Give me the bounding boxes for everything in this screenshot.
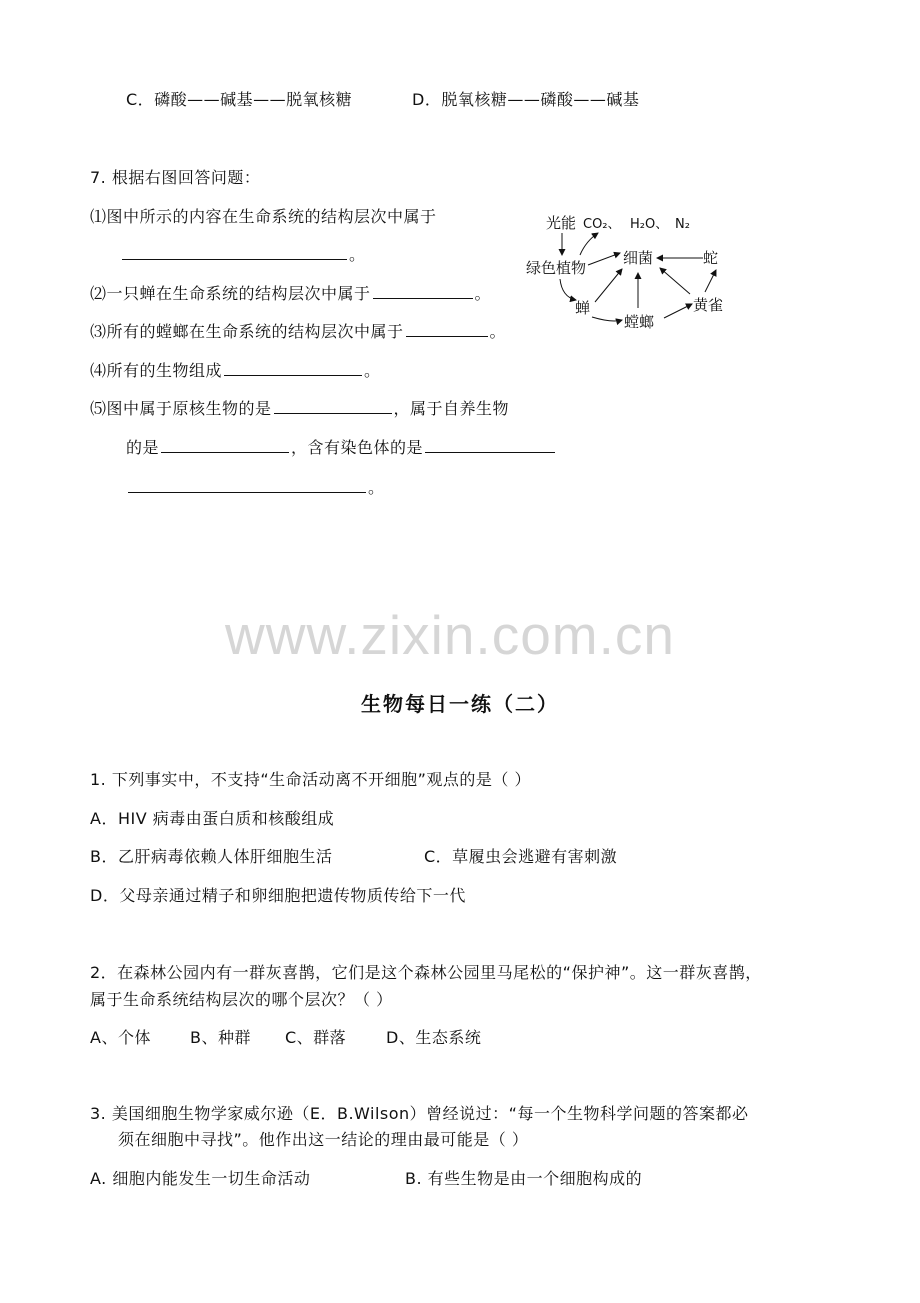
answer-blank[interactable] bbox=[425, 438, 555, 453]
q7-part3-text: ⑶所有的螳螂在生命系统的结构层次中属于 bbox=[90, 322, 404, 341]
answer-blank[interactable] bbox=[373, 284, 473, 299]
q7-part1: ⑴图中所示的内容在生命系统的结构层次中属于 bbox=[90, 207, 437, 226]
q7-part2 bbox=[90, 283, 491, 305]
sparrow-label: 黄雀 bbox=[693, 296, 724, 314]
mantis-label: 螳螂 bbox=[624, 313, 655, 331]
q7-part5-text-d: ，含有染色体的是 bbox=[291, 438, 424, 457]
period: 。 bbox=[368, 478, 385, 497]
period: 。 bbox=[489, 322, 507, 341]
q7-part5-text-c: 的是 bbox=[126, 438, 160, 457]
snake-label: 蛇 bbox=[703, 249, 719, 267]
light-energy-label: 光能 bbox=[546, 214, 577, 232]
q1-option-a: A．HIV 病毒由蛋白质和核酸组成 bbox=[90, 809, 335, 828]
q3-stem-line2: 须在细胞中寻找”。他作出这一结论的理由最可能是（ ） bbox=[118, 1130, 529, 1149]
q1-option-d: D．父母亲通过精子和卵细胞把遗传物质传给下一代 bbox=[90, 886, 466, 905]
q1-option-c: C．草履虫会逃避有害刺激 bbox=[424, 847, 618, 866]
answer-blank[interactable] bbox=[274, 399, 392, 414]
green-plant-label: 绿色植物 bbox=[526, 259, 587, 277]
q1-option-b: B．乙肝病毒依赖人体肝细胞生活 bbox=[90, 847, 333, 866]
answer-blank[interactable] bbox=[406, 322, 488, 337]
q2-option-a: A、个体 bbox=[90, 1028, 151, 1047]
q7-part5 bbox=[90, 398, 509, 420]
q7-part5-line3 bbox=[126, 477, 385, 499]
q7-stem: 7. 根据右图回答问题： bbox=[90, 168, 261, 187]
q2-option-c: C、群落 bbox=[285, 1028, 347, 1047]
answer-blank[interactable] bbox=[128, 478, 366, 493]
q3-stem-line1: 3. 美国细胞生物学家威尔逊（E．B.Wilson）曾经说过：“每一个生物科学问题的答案都必 bbox=[90, 1104, 749, 1123]
n2-label: N₂ bbox=[675, 217, 690, 232]
section-title: 生物每日一练（二） bbox=[361, 692, 559, 716]
q7-part4 bbox=[90, 360, 381, 382]
period: 。 bbox=[474, 284, 492, 303]
answer-blank[interactable] bbox=[161, 438, 289, 453]
option-d: D．脱氧核糖——磷酸——碱基 bbox=[412, 90, 640, 109]
q2-stem-line1: 2．在森林公园内有一群灰喜鹊，它们是这个森林公园里马尾松的“保护神”。这一群灰喜鹊， bbox=[90, 963, 762, 982]
food-web-diagram bbox=[520, 205, 750, 335]
q7-part5-line2 bbox=[126, 437, 557, 459]
q2-option-b: B、种群 bbox=[190, 1028, 251, 1047]
watermark: www.zixin.com.cn bbox=[225, 604, 675, 666]
option-c: C．磷酸——碱基——脱氧核糖 bbox=[126, 90, 353, 109]
q7-part4-text: ⑷所有的生物组成 bbox=[90, 361, 223, 380]
bacteria-label: 细菌 bbox=[623, 249, 654, 267]
answer-blank[interactable] bbox=[122, 245, 347, 260]
cicada-label: 蝉 bbox=[575, 299, 591, 317]
period: 。 bbox=[364, 361, 381, 380]
q3-option-a: A. 细胞内能发生一切生命活动 bbox=[90, 1169, 311, 1188]
q7-part2-text: ⑵一只蝉在生命系统的结构层次中属于 bbox=[90, 284, 371, 303]
answer-blank[interactable] bbox=[224, 361, 362, 376]
q1-stem: 1. 下列事实中，不支持“生命活动离不开细胞”观点的是（ ） bbox=[90, 770, 532, 789]
q7-part5-text-b: ，属于自养生物 bbox=[393, 399, 510, 418]
q2-stem-line2: 属于生命系统结构层次的哪个层次？（ ） bbox=[90, 990, 393, 1009]
q7-part5-text-a: ⑸图中属于原核生物的是 bbox=[90, 399, 272, 418]
q3-option-b: B. 有些生物是由一个细胞构成的 bbox=[405, 1169, 643, 1188]
q2-option-d: D、生态系统 bbox=[386, 1028, 482, 1047]
h2o-label: H₂O、 bbox=[630, 217, 669, 232]
period: 。 bbox=[349, 245, 366, 264]
q7-part1-answer bbox=[120, 244, 366, 266]
co2-label: CO₂、 bbox=[583, 217, 621, 232]
q7-part3 bbox=[90, 321, 506, 343]
